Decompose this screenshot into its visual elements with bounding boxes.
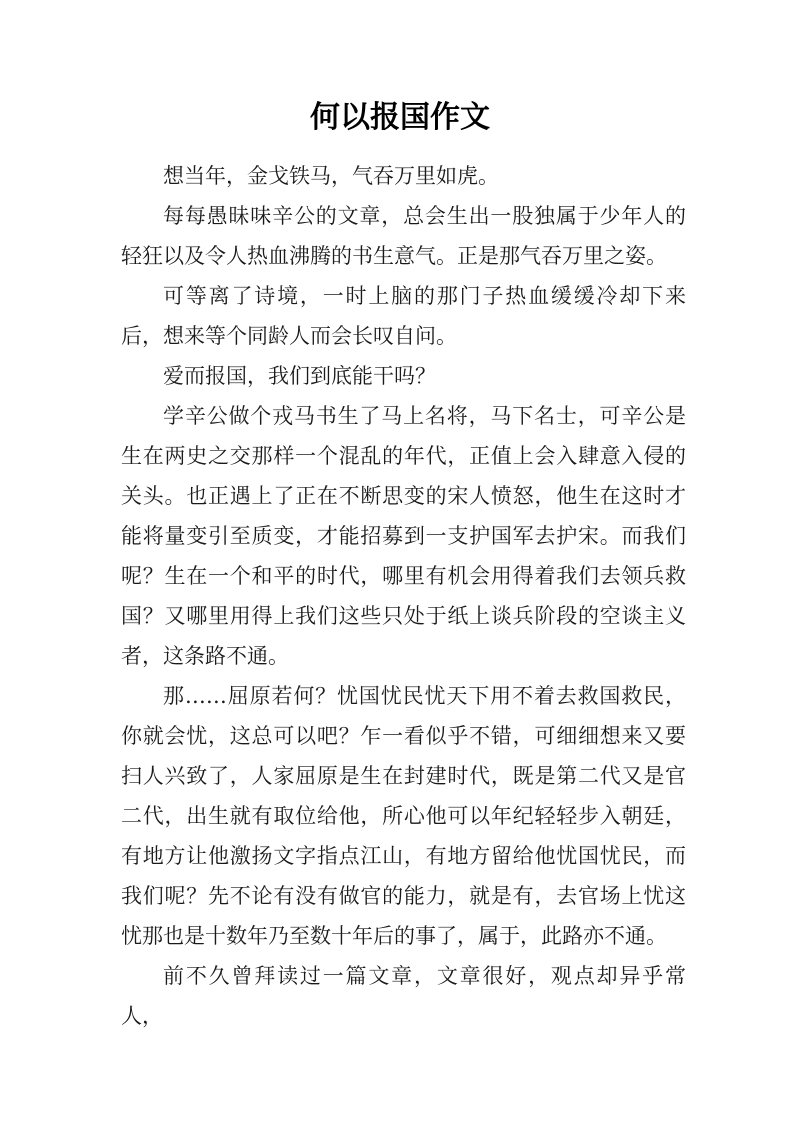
paragraph-7: 前不久曾拜读过一篇文章，文章很好，观点却异乎常人， bbox=[121, 964, 686, 1028]
paragraph-5: 学辛公做个戎马书生了马上名将，马下名士，可辛公是生在两史之交那样一个混乱的年代，正值上会入肆意入侵的关头。也正遇上了正在不断思变的宋人愤怒，他生在这时才能将量变引至质变，才能招募到一支护国军去护宋。而我们呢？生在一个和平的时代，哪里有机会用得着我们去领兵救国？又哪里用得上我们这些只处于纸上谈兵阶段的空谈主义者，这条路不通。 bbox=[121, 404, 686, 668]
page-title: 何以报国作文 bbox=[310, 100, 490, 135]
paragraph-6: 那……屈原若何？忧国忧民忧天下用不着去救国救民，你就会忧，这总可以吧？乍一看似乎不错，可细细想来又要扫人兴致了，人家屈原是生在封建时代，既是第二代又是官二代，出生就有取位给他，所心他可以年纪轻轻步入朝廷，有地方让他激扬文字指点江山，有地方留给他忧国忧民，而我们呢？先不论有没有做官的能力，就是有，去官场上忧这忧那也是十数年乃至数十年后的事了，属于，此路亦不通。 bbox=[121, 684, 686, 948]
paragraph-4: 爱而报国，我们到底能干吗？ bbox=[163, 364, 436, 388]
paragraph-3: 可等离了诗境，一时上脑的那门子热血缓缓冷却下来后，想来等个同龄人而会长叹自问。 bbox=[121, 284, 686, 348]
paragraph-2: 每每愚昧味辛公的文章，总会生出一股独属于少年人的轻狂以及令人热血沸腾的书生意气。正是那气吞万里之姿。 bbox=[121, 204, 686, 268]
paragraph-1: 想当年，金戈铁马，气吞万里如虎。 bbox=[163, 164, 499, 188]
essay-body bbox=[121, 156, 686, 1036]
